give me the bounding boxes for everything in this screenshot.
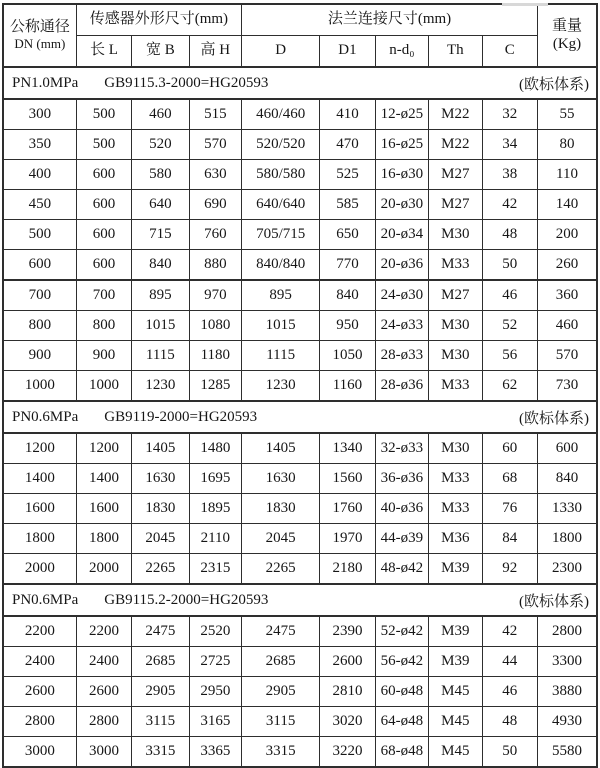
table-cell: 1600 [3,494,76,524]
table-cell: 1830 [242,494,320,524]
standard-code-label: GB9119-2000=HG20593 [104,408,258,425]
table-cell: M39 [429,554,482,585]
header-sensor-dimensions-group: 传感器外形尺寸(mm) [76,4,241,36]
table-cell: 460 [537,311,597,341]
table-cell: 3000 [76,737,131,768]
table-cell: M36 [429,524,482,554]
table-cell: 46 [482,280,537,311]
table-cell: 3315 [242,737,320,768]
table-cell: 520 [132,130,189,160]
table-cell: 2400 [3,647,76,677]
table-cell: 20-ø30 [375,190,428,220]
table-cell: 600 [76,250,131,281]
table-cell: M39 [429,647,482,677]
table-cell: M30 [429,220,482,250]
table-cell: 2520 [189,616,241,647]
table-cell: M27 [429,160,482,190]
table-cell: 1405 [242,433,320,464]
table-cell: 1560 [320,464,375,494]
table-cell: 640/640 [242,190,320,220]
table-cell: 760 [189,220,241,250]
table-cell: 2810 [320,677,375,707]
table-cell: 44-ø39 [375,524,428,554]
table-cell: 840 [537,464,597,494]
table-cell: 2200 [76,616,131,647]
table-cell: 2300 [537,554,597,585]
table-cell: 1200 [76,433,131,464]
table-cell: 690 [189,190,241,220]
table-cell: 1000 [76,371,131,402]
table-cell: 1800 [76,524,131,554]
pressure-rating-label: PN0.6MPa [12,591,79,608]
table-cell: 840 [132,250,189,281]
table-cell: 580 [132,160,189,190]
table-cell: M22 [429,130,482,160]
table-cell: 515 [189,99,241,130]
table-cell: M45 [429,677,482,707]
table-cell: 3115 [132,707,189,737]
header-D1: D1 [320,36,375,68]
table-cell: 1160 [320,371,375,402]
table-cell: 840/840 [242,250,320,281]
table-row [3,190,597,220]
table-cell: 60 [482,433,537,464]
table-cell: 450 [3,190,76,220]
table-cell: 700 [76,280,131,311]
header-length-L: 长 L [76,36,131,68]
header-weight [537,4,597,67]
table-cell: 1480 [189,433,241,464]
table-cell: M39 [429,616,482,647]
table-header [3,4,597,67]
table-cell: 24-ø30 [375,280,428,311]
table-cell: 200 [537,220,597,250]
table-cell: 1970 [320,524,375,554]
table-cell: 12-ø25 [375,99,428,130]
table-cell: 2800 [3,707,76,737]
standard-code-label: GB9115.3-2000=HG20593 [104,74,269,91]
flange-dimension-table [2,3,598,768]
header-flange-connection-group: 法兰连接尺寸(mm) [242,4,538,36]
table-cell: 2475 [242,616,320,647]
table-cell: 600 [537,433,597,464]
table-cell: 2315 [189,554,241,585]
table-cell: 48 [482,220,537,250]
table-cell: 2905 [242,677,320,707]
table-cell: M22 [429,99,482,130]
table-cell: 1405 [132,433,189,464]
table-cell: 38 [482,160,537,190]
table-cell: 1895 [189,494,241,524]
table-cell: 1400 [76,464,131,494]
table-cell: 1180 [189,341,241,371]
table-cell: 900 [76,341,131,371]
table-cell: 50 [482,737,537,768]
table-cell: 2000 [3,554,76,585]
table-cell: 950 [320,311,375,341]
table-cell: 500 [76,130,131,160]
table-cell: M33 [429,371,482,402]
table-cell: 700 [3,280,76,311]
section-header-row [3,401,597,433]
table-cell: 1760 [320,494,375,524]
table-cell: 1330 [537,494,597,524]
table-cell: 24-ø33 [375,311,428,341]
table-cell: 80 [537,130,597,160]
table-cell: 2200 [3,616,76,647]
table-cell: 2685 [242,647,320,677]
table-cell: 2390 [320,616,375,647]
table-cell: 2950 [189,677,241,707]
table-cell: 600 [76,220,131,250]
table-cell: 3365 [189,737,241,768]
table-cell: 46 [482,677,537,707]
table-cell: 32-ø33 [375,433,428,464]
weight-title: 重量 [551,18,582,35]
table-row [3,554,597,585]
table-cell: 460/460 [242,99,320,130]
table-cell: 20-ø36 [375,250,428,281]
table-cell: 1695 [189,464,241,494]
section-header-row [3,584,597,616]
table-cell: 715 [132,220,189,250]
table-cell: 360 [537,280,597,311]
table-cell: 1285 [189,371,241,402]
table-cell: 1015 [132,311,189,341]
table-cell: 52 [482,311,537,341]
table-cell: 585 [320,190,375,220]
table-cell: 2905 [132,677,189,707]
table-cell: 580/580 [242,160,320,190]
table-cell: 1230 [242,371,320,402]
table-cell: 2045 [242,524,320,554]
table-cell: 4930 [537,707,597,737]
table-cell: 1340 [320,433,375,464]
table-cell: 1000 [3,371,76,402]
table-cell: M30 [429,311,482,341]
weight-unit: (Kg) [552,35,582,52]
table-cell: 32 [482,99,537,130]
cropped-content-artifact [502,3,548,6]
table-cell: 2045 [132,524,189,554]
table-cell: 650 [320,220,375,250]
table-cell: 2400 [76,647,131,677]
table-cell: 28-ø33 [375,341,428,371]
table-row [3,220,597,250]
table-cell: 42 [482,190,537,220]
table-cell: 520/520 [242,130,320,160]
table-cell: M45 [429,737,482,768]
table-cell: 705/715 [242,220,320,250]
table-cell: 2800 [537,616,597,647]
table-cell: M30 [429,433,482,464]
table-row [3,130,597,160]
table-cell: 630 [189,160,241,190]
table-cell: 42 [482,616,537,647]
table-body [3,67,597,767]
table-cell: 1080 [189,311,241,341]
header-row-groups [3,4,597,36]
table-cell: 68 [482,464,537,494]
table-row [3,250,597,281]
pressure-rating-label: PN0.6MPa [12,408,79,425]
table-cell: 300 [3,99,76,130]
table-cell: 1115 [132,341,189,371]
header-width-B: 宽 B [132,36,189,68]
table-cell: 84 [482,524,537,554]
table-cell: 3000 [3,737,76,768]
table-cell: 2180 [320,554,375,585]
table-row [3,647,597,677]
table-cell: 76 [482,494,537,524]
table-cell: 1200 [3,433,76,464]
table-cell: 800 [3,311,76,341]
nominal-diameter-unit: DN (mm) [14,35,66,51]
table-cell: M33 [429,250,482,281]
table-cell: 62 [482,371,537,402]
table-cell: 44 [482,647,537,677]
table-cell: 20-ø34 [375,220,428,250]
table-cell: 800 [76,311,131,341]
header-nominal-diameter [3,4,76,67]
table-cell: 600 [76,160,131,190]
table-row [3,311,597,341]
table-cell: 840 [320,280,375,311]
standard-code-label: GB9115.2-2000=HG20593 [104,591,269,608]
table-cell: 34 [482,130,537,160]
table-cell: 16-ø30 [375,160,428,190]
table-cell: 3115 [242,707,320,737]
table-cell: 880 [189,250,241,281]
table-row [3,494,597,524]
table-cell: 2600 [320,647,375,677]
table-cell: 56-ø42 [375,647,428,677]
table-cell: 2600 [76,677,131,707]
table-cell: 2265 [242,554,320,585]
table-cell: 350 [3,130,76,160]
table-cell: 48 [482,707,537,737]
table-cell: 770 [320,250,375,281]
table-cell: 2800 [76,707,131,737]
table-cell: 68-ø48 [375,737,428,768]
table-cell: 64-ø48 [375,707,428,737]
table-cell: 500 [76,99,131,130]
header-D: D [242,36,320,68]
table-cell: 1230 [132,371,189,402]
pressure-rating-label: PN1.0MPa [12,74,79,91]
table-cell: 1630 [242,464,320,494]
table-cell: 2685 [132,647,189,677]
table-row [3,707,597,737]
table-cell: M33 [429,464,482,494]
nominal-diameter-title: 公称通径 [9,19,70,36]
table-cell: 5580 [537,737,597,768]
table-cell: 48-ø42 [375,554,428,585]
header-height-H: 高 H [189,36,241,68]
standard-system-note: (欧标体系) [519,593,589,610]
table-cell: 60-ø48 [375,677,428,707]
table-cell: 16-ø25 [375,130,428,160]
table-cell: 2110 [189,524,241,554]
table-cell: 1400 [3,464,76,494]
table-row [3,737,597,768]
table-row [3,371,597,402]
table-row [3,433,597,464]
table-cell: 1600 [76,494,131,524]
table-row [3,464,597,494]
table-cell: 56 [482,341,537,371]
table-cell: 410 [320,99,375,130]
table-cell: M33 [429,494,482,524]
table-cell: 3880 [537,677,597,707]
table-cell: 570 [537,341,597,371]
table-cell: 2265 [132,554,189,585]
standard-system-note: (欧标体系) [519,410,589,427]
table-cell: 1115 [242,341,320,371]
table-row [3,524,597,554]
table-row [3,160,597,190]
table-row [3,677,597,707]
table-cell: 3220 [320,737,375,768]
table-cell: 50 [482,250,537,281]
table-cell: 3300 [537,647,597,677]
table-cell: 3315 [132,737,189,768]
header-C: C [482,36,537,68]
table-cell: 55 [537,99,597,130]
table-row [3,99,597,130]
section-header-cell [3,67,597,99]
header-bolt-holes: n-d₀ [375,36,428,68]
table-cell: M30 [429,341,482,371]
table-cell: 1050 [320,341,375,371]
table-cell: 730 [537,371,597,402]
table-cell: 470 [320,130,375,160]
table-cell: 92 [482,554,537,585]
table-cell: 900 [3,341,76,371]
standard-system-note: (欧标体系) [519,76,589,93]
table-cell: 1015 [242,311,320,341]
table-cell: M27 [429,280,482,311]
section-header-cell [3,401,597,433]
table-cell: 1830 [132,494,189,524]
table-cell: 2600 [3,677,76,707]
table-cell: 895 [132,280,189,311]
table-cell: 36-ø36 [375,464,428,494]
table-cell: M45 [429,707,482,737]
header-row-columns [3,36,597,68]
table-cell: 28-ø36 [375,371,428,402]
table-cell: 600 [76,190,131,220]
table-cell: 2475 [132,616,189,647]
section-header-row [3,67,597,99]
table-cell: 40-ø36 [375,494,428,524]
table-cell: 3020 [320,707,375,737]
table-cell: 140 [537,190,597,220]
table-cell: 1630 [132,464,189,494]
table-cell: 2000 [76,554,131,585]
table-cell: 570 [189,130,241,160]
table-cell: 52-ø42 [375,616,428,647]
section-header-cell [3,584,597,616]
header-Th: Th [429,36,482,68]
table-cell: 110 [537,160,597,190]
table-cell: 640 [132,190,189,220]
table-cell: 895 [242,280,320,311]
table-cell: 500 [3,220,76,250]
table-cell: 525 [320,160,375,190]
table-cell: 1800 [3,524,76,554]
table-cell: M27 [429,190,482,220]
table-cell: 3165 [189,707,241,737]
table-cell: 260 [537,250,597,281]
table-cell: 2725 [189,647,241,677]
table-row [3,280,597,311]
table-cell: 970 [189,280,241,311]
table-cell: 600 [3,250,76,281]
table-row [3,616,597,647]
table-cell: 400 [3,160,76,190]
table-row [3,341,597,371]
table-cell: 1800 [537,524,597,554]
table-cell: 460 [132,99,189,130]
